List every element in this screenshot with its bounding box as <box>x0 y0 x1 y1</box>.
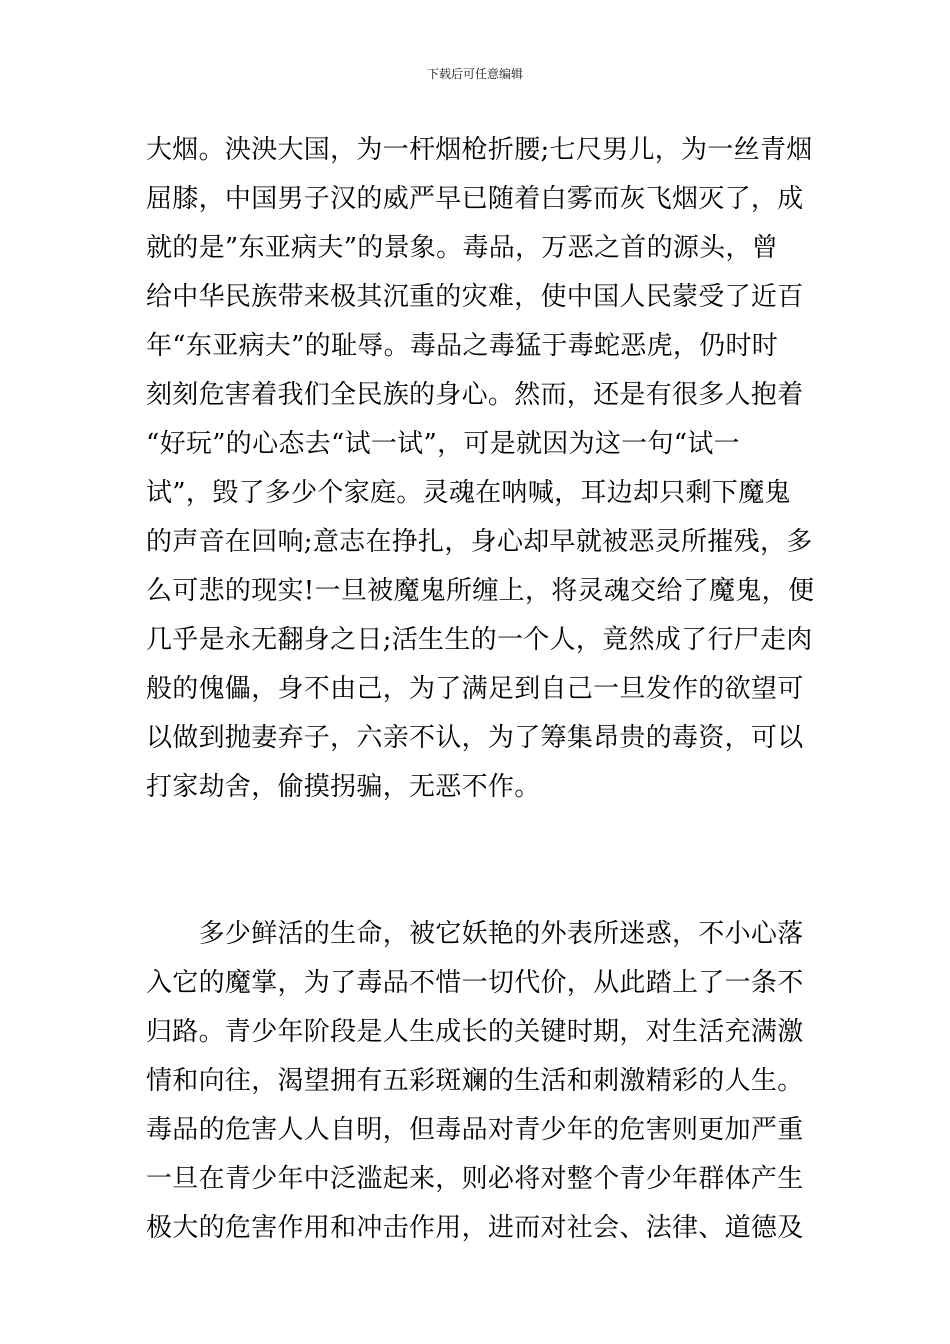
text-line: 入它的魔掌，为了毒品不惜一切代价，从此踏上了一条不 <box>146 968 804 998</box>
text-line: 年“东亚病夫”的耻辱。毒品之毒猛于毒蛇恶虎，仍时时 <box>146 331 779 361</box>
text-line: 以做到抛妻弃子，六亲不认，为了筹集昂贵的毒资，可以 <box>146 723 804 753</box>
text-line: 大烟。泱泱大国，为一杆烟枪折腰;七尺男儿，为一丝青烟 <box>146 135 813 165</box>
text-line: 屈膝，中国男子汉的威严早已随着白雾而灰飞烟灭了，成 <box>146 184 804 214</box>
text-line: “好玩”的心态去“试一试”，可是就因为这一句“试一 <box>146 429 740 459</box>
text-line: 一旦在青少年中泛滥起来，则必将对整个青少年群体产生 <box>146 1164 804 1194</box>
text-line: 毒品的危害人人自明，但毒品对青少年的危害则更加严重 <box>146 1115 804 1145</box>
body-text <box>146 126 826 1253</box>
paragraph <box>146 126 826 812</box>
text-line: 么可悲的现实!一旦被魔鬼所缠上，将灵魂交给了魔鬼，便 <box>146 576 815 606</box>
text-line: 刻刻危害着我们全民族的身心。然而，还是有很多人抱着 <box>146 380 804 410</box>
paragraph-gap <box>146 812 826 910</box>
page-header: 下载后可任意编辑 <box>426 67 523 81</box>
text-line: 打家劫舍，偷摸拐骗，无恶不作。 <box>146 772 541 802</box>
text-line: 归路。青少年阶段是人生成长的关键时期，对生活充满激 <box>146 1017 804 1047</box>
paragraph <box>146 910 826 1253</box>
text-line: 给中华民族带来极其沉重的灾难，使中国人民蒙受了近百 <box>146 282 804 312</box>
text-line: 就的是”东亚病夫”的景象。毒品，万恶之首的源头，曾 <box>146 233 779 263</box>
text-line: 试”，毁了多少个家庭。灵魂在呐喊，耳边却只剩下魔鬼 <box>146 478 791 508</box>
text-line: 的声音在回响;意志在挣扎，身心却早就被恶灵所摧残，多 <box>146 527 813 557</box>
text-line: 几乎是永无翻身之日;活生生的一个人，竟然成了行尸走肉 <box>146 625 813 655</box>
text-line: 多少鲜活的生命，被它妖艳的外表所迷惑，不小心落 <box>146 919 804 949</box>
text-line: 情和向往，渴望拥有五彩斑斓的生活和刺激精彩的人生。 <box>146 1066 804 1096</box>
text-line: 般的傀儡，身不由己，为了满足到自己一旦发作的欲望可 <box>146 674 804 704</box>
text-line: 极大的危害作用和冲击作用，进而对社会、法律、道德及 <box>146 1213 804 1243</box>
